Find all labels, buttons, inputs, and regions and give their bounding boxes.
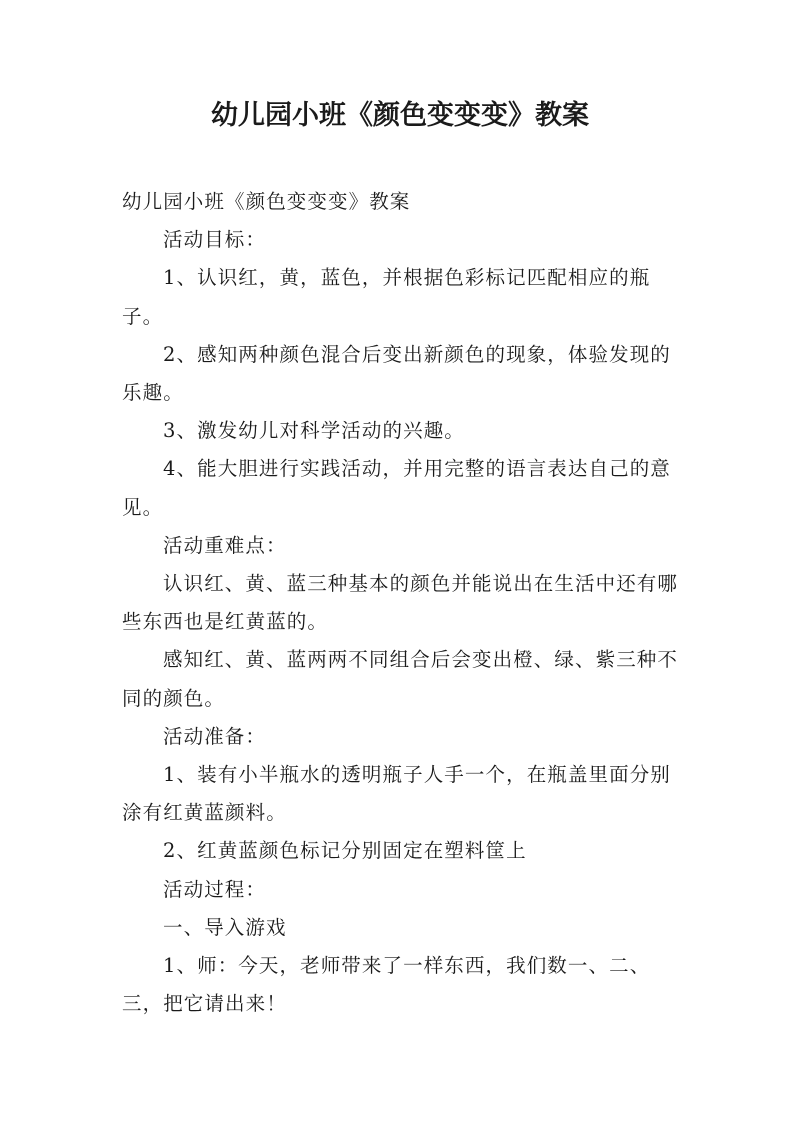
paragraph-key-point-1: 认识红、黄、蓝三种基本的颜色并能说出在生活中还有哪些东西也是红黄蓝的。: [122, 572, 679, 634]
paragraph-process-section-1: 一、导入游戏: [163, 915, 287, 939]
paragraph-key-point-2: 感知红、黄、蓝两两不同组合后会变出橙、绿、紫三种不同的颜色。: [122, 648, 679, 710]
paragraph-heading-repeat: 幼儿园小班《颜色变变变》教案: [122, 190, 411, 213]
paragraph-preparation-1: 1、装有小半瓶水的透明瓶子人手一个，在瓶盖里面分别涂有红黄蓝颜料。: [122, 763, 671, 825]
paragraph-process-heading: 活动过程：: [163, 877, 267, 901]
paragraph-goals-heading: 活动目标：: [163, 228, 267, 252]
paragraph-preparation-heading: 活动准备：: [163, 724, 267, 748]
paragraph-goal-2: 2、感知两种颜色混合后变出新颜色的现象，体验发现的乐趣。: [122, 342, 671, 405]
paragraph-goal-1: 1、认识红，黄，蓝色，并根据色彩标记匹配相应的瓶子。: [122, 266, 651, 328]
paragraph-goal-3: 3、激发幼儿对科学活动的兴趣。: [163, 419, 465, 443]
paragraph-process-step-1: 1、师：今天，老师带来了一样东西，我们数一、二、三，把它请出来！: [122, 954, 651, 1016]
paragraph-preparation-2: 2、红黄蓝颜色标记分别固定在塑料筐上: [163, 839, 527, 863]
paragraph-goal-4: 4、能大胆进行实践活动，并用完整的语言表达自己的意见。: [122, 457, 671, 519]
document-title: 幼儿园小班《颜色变变变》教案: [211, 100, 589, 131]
paragraph-key-points-heading: 活动重难点：: [163, 533, 287, 557]
document-body: [122, 183, 684, 1023]
